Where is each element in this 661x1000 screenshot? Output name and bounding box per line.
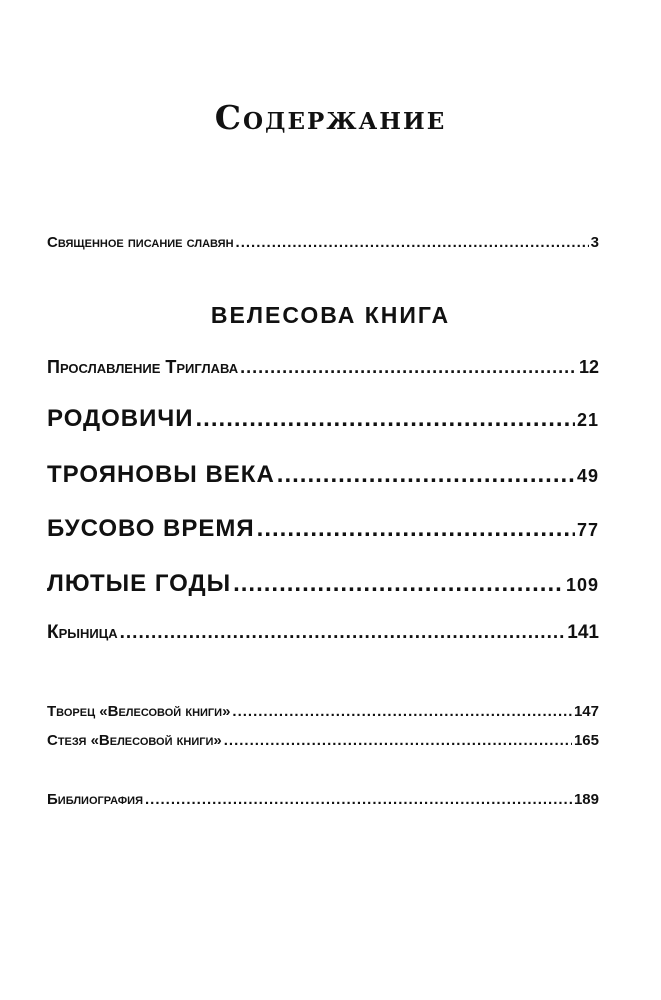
toc-entry bbox=[47, 570, 599, 598]
toc-entry-page: 21 bbox=[576, 410, 599, 430]
dot-leader bbox=[232, 703, 572, 720]
section-heading: ВЕЛЕСОВА КНИГА bbox=[210, 302, 451, 328]
toc-entry-page: 77 bbox=[576, 520, 599, 540]
toc-entry-label: Прославление Триглава bbox=[47, 357, 239, 377]
dot-leader bbox=[196, 405, 575, 433]
dot-leader bbox=[240, 357, 577, 378]
dot-leader bbox=[236, 234, 589, 251]
toc-entry-label: ЛЮТЫЕ ГОДЫ bbox=[47, 570, 232, 597]
page-title: Содержание bbox=[214, 98, 447, 137]
toc-entry-page: 189 bbox=[573, 791, 599, 808]
toc-entry-page: 109 bbox=[565, 575, 599, 595]
dot-leader bbox=[145, 791, 572, 808]
toc-entry-appendix bbox=[47, 732, 599, 749]
toc-entry bbox=[47, 357, 599, 378]
toc-entry-label: Библиография bbox=[47, 791, 143, 808]
toc-entry-label: Крыница bbox=[47, 622, 118, 643]
toc-entry-page: 12 bbox=[578, 357, 599, 377]
toc-entry-page: 147 bbox=[573, 703, 599, 720]
toc-entry-label: Творец «Велесовой книги» bbox=[47, 703, 231, 720]
dot-leader bbox=[277, 461, 575, 489]
toc-entry-page: 165 bbox=[573, 732, 599, 749]
toc-entry-page: 141 bbox=[567, 622, 599, 643]
dot-leader bbox=[257, 515, 575, 543]
toc-entry bbox=[47, 515, 599, 543]
toc-entry bbox=[47, 461, 599, 489]
toc-entry-page: 49 bbox=[576, 466, 599, 486]
toc-entry-page: 3 bbox=[590, 234, 599, 251]
toc-entry-label: ТРОЯНОВЫ ВЕКА bbox=[47, 461, 275, 488]
toc-entry-appendix bbox=[47, 703, 599, 720]
dot-leader bbox=[120, 622, 566, 644]
toc-entry-label: РОДОВИЧИ bbox=[47, 405, 194, 432]
toc-entry-bibliography bbox=[47, 791, 599, 808]
toc-entry-label: Стезя «Велесовой книги» bbox=[47, 732, 222, 749]
toc-entry-label: Священное писание славян bbox=[47, 234, 234, 251]
toc-entry bbox=[47, 405, 599, 433]
toc-entry-label: БУСОВО ВРЕМЯ bbox=[47, 515, 255, 542]
dot-leader bbox=[233, 570, 564, 598]
dot-leader bbox=[224, 732, 572, 749]
toc-entry-intro bbox=[47, 234, 599, 251]
toc-entry bbox=[47, 622, 599, 644]
